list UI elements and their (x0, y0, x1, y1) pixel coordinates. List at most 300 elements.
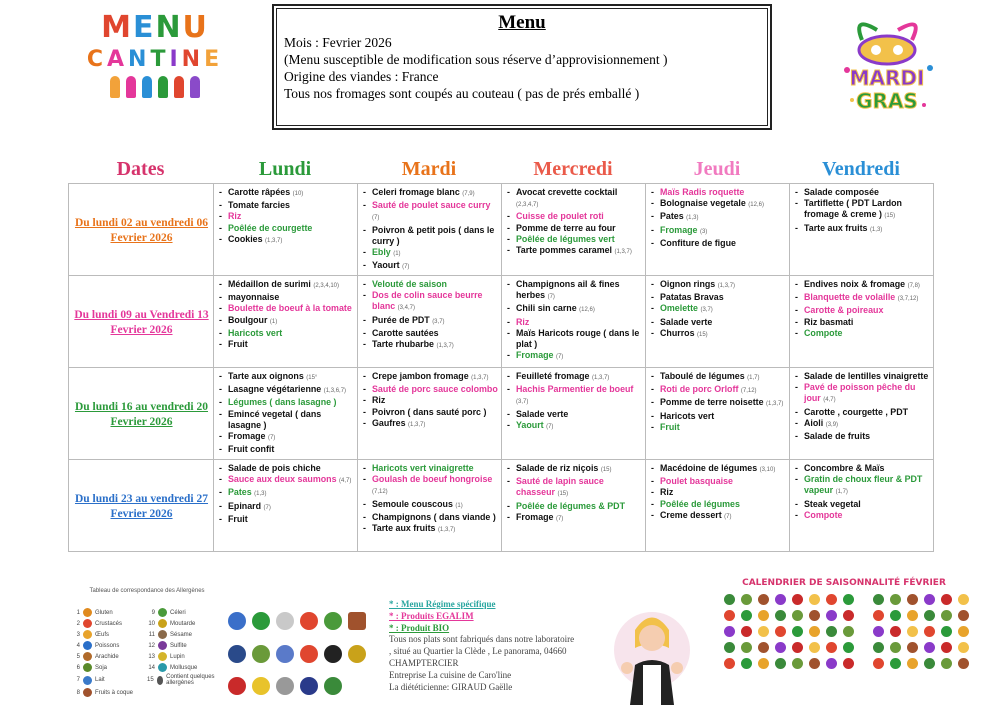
allergen-label: Moutarde (170, 620, 196, 627)
dish-list (218, 279, 354, 350)
dish-name: Taboulé de légumes (660, 371, 745, 381)
day-menu-cell (790, 460, 934, 552)
dish-item (218, 292, 354, 303)
dish-item (794, 305, 930, 316)
produce-icon (724, 626, 735, 637)
produce-icon (843, 610, 854, 621)
allergen-label: Céleri (170, 609, 186, 616)
allergen-codes: (7) (372, 215, 380, 222)
quality-labels (228, 612, 378, 704)
dish-name: Sauté de porc sauce colombo (372, 384, 498, 395)
allergen-title: Tableau de correspondance des Allergènes (89, 588, 205, 594)
dish-name: Salade de fruits (804, 431, 871, 442)
allergen-codes: (15) (884, 213, 896, 220)
dish-item (218, 397, 354, 408)
dish-item (794, 328, 930, 339)
dish-list (218, 463, 354, 525)
produce-icon (907, 658, 918, 669)
allergen-codes: (1) (393, 251, 401, 258)
dish-item (794, 317, 930, 328)
dish-name: Purée de PDT (372, 314, 430, 325)
footer-line: CHAMPTERCIER (389, 658, 459, 668)
produce-icon (775, 594, 786, 605)
dish-list (506, 187, 642, 258)
dish-item (650, 238, 786, 249)
produce-icon (775, 626, 786, 637)
dish-name: Poivron & petit pois ( dans le curry ) (372, 224, 495, 246)
legend (389, 598, 495, 634)
allergen-icon (158, 619, 167, 628)
dish-name: Riz (228, 211, 242, 222)
label-icon (252, 645, 270, 663)
allergen-codes: (7) (402, 264, 410, 271)
dish-name: Ebly (372, 247, 391, 258)
produce-icon (792, 594, 803, 605)
produce-icon (890, 594, 901, 605)
menu-cantine-logo (75, 10, 235, 105)
info-title: Menu (498, 12, 546, 33)
allergen-codes: (1,7) (835, 489, 848, 496)
allergen-codes: (1,3,7) (717, 283, 736, 289)
dish-name: Oignon rings (660, 279, 716, 289)
produce-icon (809, 594, 820, 605)
dish-item (362, 474, 498, 498)
allergen-codes: (12,6) (579, 307, 595, 314)
allergen-label: Fruits à coque (95, 689, 134, 696)
dish-name: Crepe jambon fromage (372, 371, 469, 381)
dish-name: Fromage (516, 350, 554, 361)
allergen-number: 8 (76, 689, 80, 696)
allergen-number: 3 (76, 631, 80, 638)
kids-illustration (75, 76, 235, 98)
produce-icon (924, 658, 935, 669)
produce-icon (924, 610, 935, 621)
allergen-codes: (1) (455, 502, 463, 509)
produce-icon (843, 642, 854, 653)
dish-name: Emincé vegetal ( dans lasagne ) (228, 408, 322, 430)
dish-item (650, 303, 786, 316)
dish-name: Tarte aux fruits (372, 523, 436, 534)
allergen-icon (83, 688, 92, 697)
dish-name: Yaourt (372, 260, 400, 271)
allergen-codes: (7) (555, 354, 564, 361)
dish-item (650, 371, 786, 384)
dish-item (506, 187, 642, 211)
day-menu-cell (358, 184, 502, 276)
dish-item (218, 234, 354, 247)
allergen-label: Soja (95, 664, 108, 671)
allergen-codes: (1,3,7) (614, 249, 632, 256)
dish-item (650, 328, 786, 341)
allergen-number: 15 (147, 677, 154, 683)
allergen-label: Crustacés (95, 620, 123, 627)
allergen-icon (83, 608, 92, 617)
allergen-codes: (1,3,7) (408, 421, 426, 428)
produce-icon (826, 642, 837, 653)
dish-name: Salade verte (660, 316, 713, 327)
dish-name: Sauté de poulet sauce curry (372, 200, 491, 211)
dish-name: Pates (228, 487, 252, 498)
info-meat-origin: Origine des viandes : France (284, 69, 439, 84)
label-icon (228, 677, 246, 695)
produce-icon (873, 658, 884, 669)
allergen-number: 5 (76, 653, 80, 660)
allergen-row (147, 663, 222, 672)
produce-icon (924, 594, 935, 605)
dish-item (506, 420, 642, 433)
allergen-codes: (3) (699, 228, 708, 235)
dish-item (362, 225, 498, 247)
produce-icon (775, 658, 786, 669)
dish-item (794, 499, 930, 510)
allergen-icon (83, 676, 92, 685)
dish-list (362, 463, 498, 536)
allergen-codes: (1,3) (254, 491, 267, 498)
dish-item (218, 384, 354, 397)
produce-icon (941, 610, 952, 621)
allergen-codes: (3,7,12) (897, 296, 919, 303)
allergen-codes: (4,7) (338, 478, 352, 485)
day-menu-cell (214, 184, 358, 276)
dish-item (506, 211, 642, 222)
day-menu-cell (214, 276, 358, 368)
dish-item (650, 397, 786, 410)
label-icon (276, 612, 294, 630)
allergen-codes: (7) (546, 423, 554, 430)
dish-name: Pomme de terre au four (516, 222, 616, 233)
dish-item (794, 431, 930, 442)
dish-item (218, 223, 354, 234)
dish-item (362, 247, 498, 260)
dish-name: Omelette (660, 303, 698, 314)
dish-item (362, 523, 498, 536)
dish-list (650, 279, 786, 341)
produce-icon (826, 626, 837, 637)
dish-item (794, 187, 930, 198)
dish-name: Maïs Radis roquette (660, 187, 745, 197)
label-icon (228, 645, 246, 663)
dish-item (218, 187, 354, 200)
dish-item (362, 328, 498, 339)
menu-table (68, 183, 934, 552)
dish-name: Salade de riz niçois (516, 463, 599, 473)
dish-name: Champignons ( dans viande ) (372, 511, 496, 522)
legend-bio: * : Produit BIO (389, 623, 450, 633)
dish-item (650, 317, 786, 328)
produce-icon (792, 610, 803, 621)
produce-icon (907, 594, 918, 605)
dish-name: Tarte rhubarbe (372, 339, 434, 350)
header-vendredi: Vendredi (822, 158, 900, 180)
legend-egalim: * : Produits EGALIM (389, 611, 474, 621)
dish-name: Tarte pommes caramel (516, 245, 613, 256)
produce-icon (958, 658, 969, 669)
dish-item (650, 384, 786, 397)
day-menu-cell (358, 276, 502, 368)
svg-text:GRAS: GRAS (856, 89, 918, 113)
allergen-codes: (3,10) (759, 467, 776, 473)
produce-icon (873, 642, 884, 653)
dish-item (362, 384, 498, 395)
dish-item (506, 328, 642, 350)
dish-item (362, 315, 498, 328)
label-icon (324, 677, 342, 695)
dish-name: Salade composée (804, 187, 879, 197)
allergen-number: 9 (151, 609, 155, 616)
allergen-codes: (1) (269, 318, 278, 325)
allergen-codes: (7) (724, 513, 732, 520)
dish-name: Salade de lentilles vinaigrette (804, 371, 929, 381)
dish-item (650, 510, 786, 523)
dish-item (218, 328, 354, 339)
svg-text:MARDI: MARDI (849, 66, 925, 90)
allergen-label: Arachide (95, 653, 119, 660)
dish-item (650, 225, 786, 238)
dish-item (218, 279, 354, 292)
dish-item (218, 463, 354, 474)
allergen-number: 4 (76, 642, 80, 649)
label-icon (252, 677, 270, 695)
header-mercredi: Mercredi (533, 158, 613, 180)
dish-name: Poêlée de légumes vert (516, 233, 615, 244)
dish-item (218, 444, 354, 455)
dish-name: Velouté de saison (372, 279, 447, 289)
dish-item (506, 234, 642, 245)
allergen-number: 13 (148, 653, 155, 660)
dish-name: Tomate farcies (228, 200, 290, 211)
dish-item (218, 501, 354, 514)
allergen-codes: (1,3) (686, 215, 699, 222)
dish-list (218, 187, 354, 247)
label-icon (300, 677, 318, 695)
produce-icon (775, 610, 786, 621)
dish-name: Fruit (228, 513, 248, 524)
allergen-icon (83, 619, 92, 628)
allergen-codes: (1,3) (869, 226, 883, 233)
allergen-icon (158, 630, 167, 639)
dish-item (506, 476, 642, 500)
dish-item (506, 303, 642, 316)
allergen-row (72, 630, 147, 639)
dish-name: Sauce aux deux saumons (228, 474, 337, 485)
allergen-number: 10 (148, 620, 155, 627)
dish-item (794, 279, 930, 292)
produce-icon (941, 642, 952, 653)
allergen-row (72, 652, 147, 661)
dish-name: Yaourt (516, 419, 544, 430)
allergen-codes: (3,7) (516, 399, 529, 406)
dish-name: Riz (660, 487, 674, 498)
produce-icon (941, 658, 952, 669)
dish-name: Médaillon de surimi (228, 279, 311, 289)
dish-list (362, 279, 498, 352)
allergen-codes: (1,3,7) (766, 401, 784, 408)
dish-item (362, 499, 498, 512)
dish-item (218, 487, 354, 500)
produce-icon (843, 626, 854, 637)
dish-item (650, 463, 786, 476)
dish-name: Epinard (228, 500, 262, 511)
allergen-row (72, 674, 147, 686)
produce-icon (792, 626, 803, 637)
allergen-label: Œufs (95, 631, 110, 638)
dish-item (218, 371, 354, 384)
produce-icon (741, 594, 752, 605)
produce-icon (724, 610, 735, 621)
dish-name: Churros (660, 327, 695, 338)
allergen-codes: (15) (557, 491, 569, 498)
label-icon (228, 612, 246, 630)
produce-icon (758, 594, 769, 605)
dish-item (650, 292, 786, 303)
header-dates: Dates (116, 158, 165, 180)
dish-item (794, 474, 930, 498)
produce-icon (958, 626, 969, 637)
allergen-label: Contient quelques allergènes (166, 674, 215, 686)
allergen-number: 1 (76, 609, 80, 616)
dish-name: Salade verte (516, 408, 569, 419)
allergen-row (147, 630, 222, 639)
dish-list (506, 279, 642, 363)
allergen-codes: (7,12) (740, 388, 757, 395)
week-date-label: Du lundi 02 au vendredi 06 Fevrier 2026 (69, 184, 214, 276)
dish-item (506, 512, 642, 525)
produce-icon (890, 626, 901, 637)
dish-item (794, 510, 930, 521)
dish-item (362, 407, 498, 418)
footer-line: La diététicienne: GIRAUD Gaëlle (389, 682, 513, 692)
dish-name: Celeri fromage blanc (372, 187, 460, 197)
allergen-codes: (1,3,6,7) (323, 388, 347, 395)
dish-name: Poêlée de courgette (228, 222, 313, 233)
dish-item (362, 371, 498, 384)
allergen-codes: (7,9) (462, 191, 475, 197)
allergen-codes: (2,3,4,7) (516, 202, 539, 209)
header-jeudi: Jeudi (693, 158, 741, 180)
allergen-codes: (3,9) (825, 421, 839, 428)
allergen-number: 2 (76, 620, 80, 627)
allergen-codes: (7) (263, 504, 271, 511)
dish-item (362, 418, 498, 431)
dish-item (506, 384, 642, 408)
allergen-codes: (7) (555, 515, 564, 522)
label-icon (252, 612, 270, 630)
produce-icon (724, 642, 735, 653)
produce-icon (758, 642, 769, 653)
produce-icon (758, 626, 769, 637)
allergen-codes: (3,7) (432, 318, 445, 325)
dish-name: Compote (804, 327, 843, 338)
allergen-codes: (2,3,4,10) (313, 283, 340, 289)
allergen-codes: (15° (306, 375, 318, 381)
produce-icon (941, 594, 952, 605)
dish-name: Confiture de figue (660, 237, 736, 248)
allergen-codes: (3,7) (700, 307, 713, 314)
allergen-codes: (1,3,7) (471, 375, 489, 381)
allergen-icon (157, 676, 163, 685)
dish-name: Riz basmati (804, 316, 854, 327)
dish-name: Lasagne végétarienne (228, 384, 322, 395)
allergen-codes: (15) (600, 467, 612, 473)
produce-icon (741, 626, 752, 637)
dish-list (794, 371, 930, 442)
allergen-label: Mollusque (170, 664, 198, 671)
dish-name: Compote (804, 509, 843, 520)
produce-icon (907, 610, 918, 621)
allergen-icon (83, 652, 92, 661)
allergen-row (72, 688, 147, 697)
dish-item (218, 200, 354, 211)
produce-icon (924, 642, 935, 653)
dish-name: Feuilleté fromage (516, 371, 590, 381)
label-icon (324, 645, 342, 663)
dish-item (650, 411, 786, 422)
dish-item (362, 512, 498, 523)
info-cheese: Tous nos fromages sont coupés au couteau ( pas de prés emballé ) (284, 86, 640, 101)
dish-name: Tartiflette ( PDT Lardon fromage & creme ) (804, 198, 902, 220)
dish-list (506, 463, 642, 525)
allergen-table (72, 588, 222, 703)
allergen-row (72, 619, 147, 628)
produce-icon (724, 594, 735, 605)
week-date-label: Du lundi 23 au vendredi 27 Fevrier 2026 (69, 460, 214, 552)
dish-item (506, 409, 642, 420)
dish-name: Poêlée de légumes (660, 498, 740, 509)
dish-name: Avocat crevette cocktail (516, 187, 618, 197)
produce-icon (792, 658, 803, 669)
allergen-codes: (10) (292, 191, 304, 197)
dish-name: Endives noix & fromage (804, 279, 906, 289)
dish-item (362, 260, 498, 273)
label-icon (300, 612, 318, 630)
allergen-codes: (4,7) (823, 397, 836, 404)
dish-name: Hachis Parmentier de boeuf (516, 384, 634, 395)
allergen-icon (158, 652, 167, 661)
allergen-label: Lait (95, 677, 105, 683)
dish-name: Sauté de lapin sauce chasseur (516, 476, 604, 498)
allergen-codes: (15) (697, 331, 708, 338)
dish-item (794, 418, 930, 431)
allergen-codes: (3,4,7) (397, 305, 415, 312)
dish-name: Boulette de boeuf à la tomate (228, 303, 352, 314)
week-row (69, 460, 934, 552)
allergen-codes: (1,3,7) (591, 375, 610, 381)
dish-name: Aioli (804, 417, 824, 428)
dish-name: Pavé de poisson pêche du jour (804, 382, 916, 404)
dish-name: Tarte aux oignons (228, 371, 304, 381)
logo-word-cantine: CANTINE (86, 47, 224, 72)
produce-icon (758, 658, 769, 669)
dish-name: mayonnaise (228, 292, 280, 303)
dish-name: Creme dessert (660, 509, 722, 520)
seasonal-calendar (718, 578, 970, 704)
produce-icon (809, 610, 820, 621)
dish-name: Chili sin carne (516, 303, 577, 314)
dish-item (506, 463, 642, 476)
allergen-row (147, 652, 222, 661)
day-menu-cell (646, 460, 790, 552)
allergen-codes: (7,8) (907, 283, 920, 289)
dish-name: Pomme de terre noisette (660, 397, 764, 408)
label-icon (348, 645, 366, 663)
dish-name: Gratin de choux fleur & PDT vapeur (804, 474, 923, 496)
allergen-codes: (1,3,7) (436, 343, 454, 350)
dish-name: Blanquette de volaille (804, 292, 896, 303)
dish-name: Haricots vert vinaigrette (372, 463, 474, 473)
dish-name: Tarte aux fruits (804, 222, 868, 233)
dish-name: Roti de porc Orloff (660, 384, 739, 395)
dish-item (794, 292, 930, 305)
